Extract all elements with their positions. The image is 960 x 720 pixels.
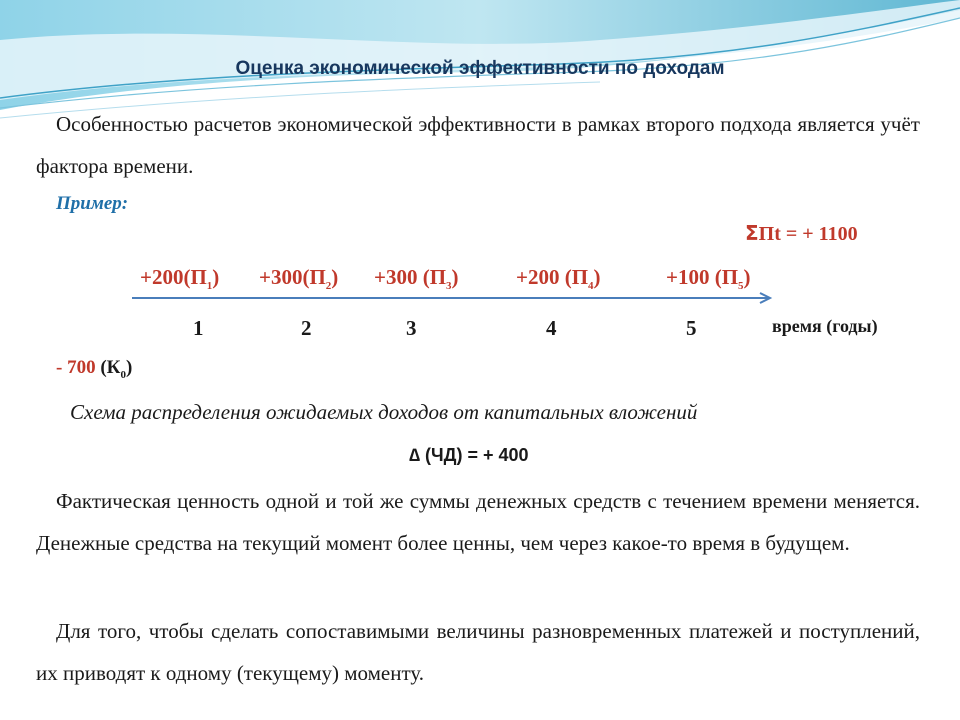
net-income-delta: ∆ (ЧД) = + 400: [409, 445, 529, 465]
income-4: +200 $(П_4)$: [516, 265, 601, 293]
investment-value: - 700 $(К_0)$: [56, 357, 133, 381]
year-4: 4: [546, 316, 557, 340]
value-paragraph: [36, 480, 920, 564]
year-1: 1: [193, 316, 204, 340]
year-3: 3: [406, 316, 417, 340]
income-2: $+300(П_2)$: [259, 265, 339, 293]
sum-formula: [745, 221, 858, 246]
income-3: +300 $(П_3)$: [374, 265, 459, 293]
value-text: Фактическая ценность одной и той же суммы денежных средств с течением времени меняется. Денежные средства на текущий момент более ценны, чем через какое-то время в будущем.: [36, 489, 920, 555]
income-5: +100 $(П_5)$: [666, 265, 751, 293]
year-2: 2: [301, 316, 312, 340]
sum-text: Пt = + 1100: [758, 223, 858, 245]
comparison-paragraph: [36, 610, 920, 694]
example-label: Пример:: [56, 193, 129, 214]
sigma-symbol: Σ: [745, 221, 759, 245]
intro-text: Особенностью расчетов экономической эффективности в рамках второго подхода является учёт фактора времени.: [36, 112, 920, 178]
timeline-arrow: [130, 290, 780, 306]
slide-title: Оценка экономической эффективности по доходам: [235, 58, 725, 79]
income-1: $+200(П_1)$: [140, 265, 220, 293]
time-axis-label: время (годы): [772, 316, 878, 336]
intro-paragraph: [36, 103, 920, 187]
scheme-caption: Схема распределения ожидаемых доходов от капитальных вложений: [70, 400, 698, 424]
comparison-text: Для того, чтобы сделать сопоставимыми величины разновременных платежей и поступлений, их приводят к одному (текущему) моменту.: [36, 619, 920, 685]
year-5: 5: [686, 316, 697, 340]
